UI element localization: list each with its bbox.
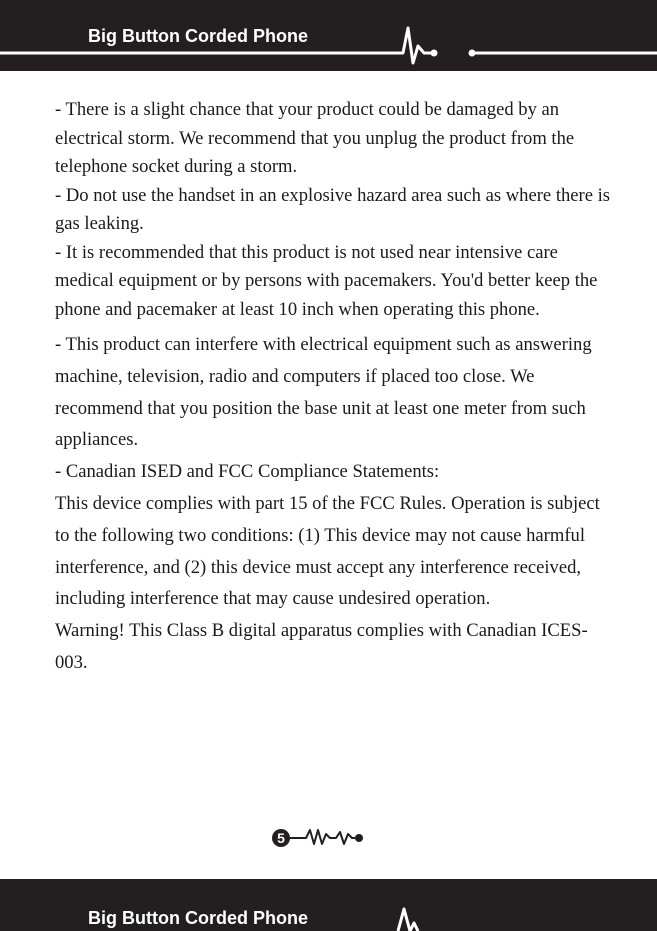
footer-title: Big Button Corded Phone bbox=[88, 908, 308, 928]
paragraph-fcc: This device complies with part 15 of the FCC Rules. Operation is subject to the following two conditions: (1) This device may not cause harmful interference, and (2) this device must accept any interference received, including interference that may cause undesired operation. bbox=[55, 492, 600, 610]
page-number: 5 bbox=[277, 830, 285, 846]
paragraph-explosive: - Do not use the handset in an explosive hazard area such as where there is gas leaking. bbox=[55, 184, 611, 234]
paragraph-storm: - There is a slight chance that your product could be damaged by an electrical storm. We recommend that you unplug the product from the telephone socket during a storm. bbox=[55, 99, 575, 177]
body-text bbox=[55, 96, 615, 679]
header-title: Big Button Corded Phone bbox=[88, 26, 308, 46]
paragraph-warning: Warning! This Class B digital apparatus complies with Canadian ICES-003. bbox=[55, 620, 588, 673]
paragraph-pacemaker: - It is recommended that this product is not used near intensive care medical equipment or by persons with pacemakers. You'd better keep the phone and pacemaker at least 10 inch when operating this phone. bbox=[55, 241, 598, 320]
zigzag-line-icon bbox=[290, 830, 358, 844]
circled-number-icon bbox=[272, 829, 290, 847]
page-number-marker bbox=[270, 824, 370, 852]
paragraph-compliance-heading: - Canadian ISED and FCC Compliance Statements: bbox=[55, 461, 440, 483]
paragraph-interference: - This product can interfere with electrical equipment such as answering machine, television, radio and computers if placed too close. We recommend that you position the base unit at least one meter from such appliances. bbox=[55, 334, 592, 451]
